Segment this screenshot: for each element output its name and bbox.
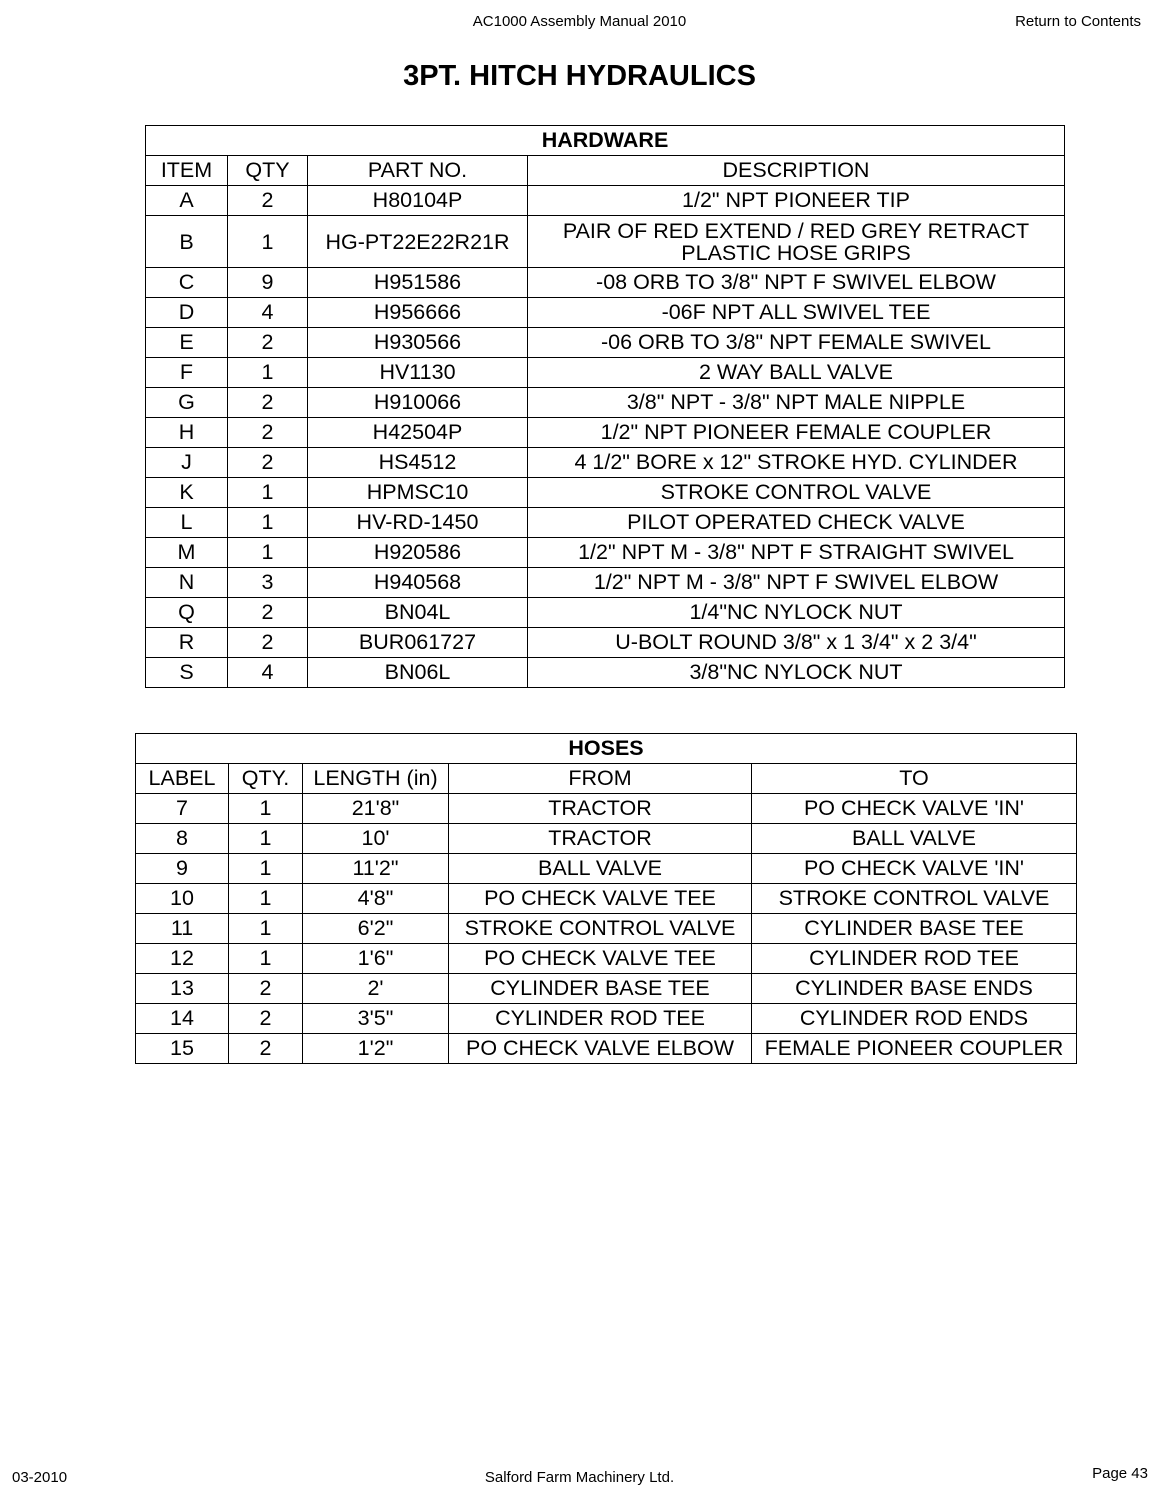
item-cell: S xyxy=(146,658,228,688)
label-cell: 11 xyxy=(136,914,229,944)
table-row xyxy=(146,186,1065,216)
manual-title: AC1000 Assembly Manual 2010 xyxy=(472,13,687,30)
label-cell: 7 xyxy=(136,794,229,824)
description-cell: 1/2" NPT PIONEER FEMALE COUPLER xyxy=(528,418,1065,448)
part-no-cell: H920586 xyxy=(308,538,528,568)
label-cell: 13 xyxy=(136,974,229,1004)
label-cell: 8 xyxy=(136,824,229,854)
table-row xyxy=(146,268,1065,298)
item-cell: L xyxy=(146,508,228,538)
part-no-cell: H951586 xyxy=(308,268,528,298)
footer-company: Salford Farm Machinery Ltd. xyxy=(484,1469,675,1486)
item-cell: C xyxy=(146,268,228,298)
item-cell: B xyxy=(146,216,228,268)
hoses-table-caption: HOSES xyxy=(136,734,1077,764)
from-cell: TRACTOR xyxy=(449,794,752,824)
to-cell: STROKE CONTROL VALVE xyxy=(752,884,1077,914)
column-header-length: LENGTH (in) xyxy=(303,764,449,794)
item-cell: N xyxy=(146,568,228,598)
table-row xyxy=(136,794,1077,824)
table-row xyxy=(146,598,1065,628)
description-cell: U-BOLT ROUND 3/8" x 1 3/4" x 2 3/4" xyxy=(528,628,1065,658)
from-cell: PO CHECK VALVE TEE xyxy=(449,944,752,974)
table-row xyxy=(146,388,1065,418)
column-header-qty: QTY. xyxy=(229,764,303,794)
qty-cell: 2 xyxy=(228,628,308,658)
to-cell: CYLINDER BASE ENDS xyxy=(752,974,1077,1004)
part-no-cell: HV1130 xyxy=(308,358,528,388)
description-cell: 4 1/2" BORE x 12" STROKE HYD. CYLINDER xyxy=(528,448,1065,478)
description-cell: 1/2" NPT M - 3/8" NPT F SWIVEL ELBOW xyxy=(528,568,1065,598)
qty-cell: 1 xyxy=(228,478,308,508)
table-row xyxy=(146,358,1065,388)
table-row xyxy=(136,1034,1077,1064)
to-cell: CYLINDER BASE TEE xyxy=(752,914,1077,944)
hardware-table xyxy=(145,125,1065,688)
qty-cell: 2 xyxy=(229,974,303,1004)
item-cell: K xyxy=(146,478,228,508)
qty-cell: 4 xyxy=(228,298,308,328)
table-row xyxy=(146,298,1065,328)
table-row xyxy=(146,568,1065,598)
qty-cell: 2 xyxy=(228,418,308,448)
item-cell: G xyxy=(146,388,228,418)
from-cell: PO CHECK VALVE ELBOW xyxy=(449,1034,752,1064)
column-header-item: ITEM xyxy=(146,156,228,186)
item-cell: A xyxy=(146,186,228,216)
qty-cell: 1 xyxy=(229,914,303,944)
part-no-cell: H910066 xyxy=(308,388,528,418)
from-cell: PO CHECK VALVE TEE xyxy=(449,884,752,914)
description-cell: -06 ORB TO 3/8" NPT FEMALE SWIVEL xyxy=(528,328,1065,358)
table-row xyxy=(146,508,1065,538)
table-row xyxy=(136,884,1077,914)
item-cell: H xyxy=(146,418,228,448)
table-row xyxy=(146,628,1065,658)
description-line-1: PAIR OF RED EXTEND / RED GREY RETRACT xyxy=(562,218,1030,243)
table-row xyxy=(146,658,1065,688)
column-header-part-no: PART NO. xyxy=(308,156,528,186)
to-cell: BALL VALVE xyxy=(752,824,1077,854)
qty-cell: 1 xyxy=(229,884,303,914)
description-cell: 2 WAY BALL VALVE xyxy=(528,358,1065,388)
column-header-to: TO xyxy=(752,764,1077,794)
part-no-cell: BUR061727 xyxy=(308,628,528,658)
to-cell: PO CHECK VALVE 'IN' xyxy=(752,794,1077,824)
qty-cell: 2 xyxy=(228,186,308,216)
qty-cell: 4 xyxy=(228,658,308,688)
qty-cell: 2 xyxy=(229,1004,303,1034)
part-no-cell: H940568 xyxy=(308,568,528,598)
qty-cell: 1 xyxy=(229,854,303,884)
qty-cell: 2 xyxy=(228,388,308,418)
part-no-cell: H930566 xyxy=(308,328,528,358)
part-no-cell: BN06L xyxy=(308,658,528,688)
column-header-from: FROM xyxy=(449,764,752,794)
description-cell: STROKE CONTROL VALVE xyxy=(528,478,1065,508)
qty-cell: 2 xyxy=(228,448,308,478)
table-row xyxy=(146,418,1065,448)
return-to-contents-link[interactable]: Return to Contents xyxy=(1015,13,1141,30)
qty-cell: 1 xyxy=(228,508,308,538)
item-cell: F xyxy=(146,358,228,388)
table-row xyxy=(136,854,1077,884)
length-cell: 6'2" xyxy=(303,914,449,944)
to-cell: CYLINDER ROD ENDS xyxy=(752,1004,1077,1034)
qty-cell: 1 xyxy=(229,794,303,824)
part-no-cell: HPMSC10 xyxy=(308,478,528,508)
item-cell: J xyxy=(146,448,228,478)
table-row xyxy=(136,914,1077,944)
item-cell: D xyxy=(146,298,228,328)
length-cell: 11'2" xyxy=(303,854,449,884)
column-header-description: DESCRIPTION xyxy=(528,156,1065,186)
description-line-2: PLASTIC HOSE GRIPS xyxy=(681,240,911,265)
from-cell: TRACTOR xyxy=(449,824,752,854)
label-cell: 14 xyxy=(136,1004,229,1034)
table-row xyxy=(136,824,1077,854)
table-row xyxy=(146,448,1065,478)
from-cell: BALL VALVE xyxy=(449,854,752,884)
item-cell: Q xyxy=(146,598,228,628)
description-cell: -06F NPT ALL SWIVEL TEE xyxy=(528,298,1065,328)
part-no-cell: HV-RD-1450 xyxy=(308,508,528,538)
page-number: Page 43 xyxy=(1092,1465,1148,1482)
to-cell: CYLINDER ROD TEE xyxy=(752,944,1077,974)
table-row xyxy=(136,1004,1077,1034)
table-row xyxy=(146,538,1065,568)
to-cell: PO CHECK VALVE 'IN' xyxy=(752,854,1077,884)
description-cell: 1/2" NPT PIONEER TIP xyxy=(528,186,1065,216)
from-cell: STROKE CONTROL VALVE xyxy=(449,914,752,944)
item-cell: M xyxy=(146,538,228,568)
qty-cell: 2 xyxy=(228,328,308,358)
item-cell: E xyxy=(146,328,228,358)
qty-cell: 9 xyxy=(228,268,308,298)
qty-cell: 2 xyxy=(228,598,308,628)
qty-cell: 1 xyxy=(228,216,308,268)
column-header-qty: QTY xyxy=(228,156,308,186)
label-cell: 12 xyxy=(136,944,229,974)
length-cell: 4'8" xyxy=(303,884,449,914)
length-cell: 10' xyxy=(303,824,449,854)
column-header-label: LABEL xyxy=(136,764,229,794)
length-cell: 1'6" xyxy=(303,944,449,974)
qty-cell: 1 xyxy=(228,538,308,568)
length-cell: 21'8" xyxy=(303,794,449,824)
part-no-cell: HG-PT22E22R21R xyxy=(308,216,528,268)
length-cell: 3'5" xyxy=(303,1004,449,1034)
description-cell: 3/8"NC NYLOCK NUT xyxy=(528,658,1065,688)
qty-cell: 1 xyxy=(228,358,308,388)
description-cell: 1/2" NPT M - 3/8" NPT F STRAIGHT SWIVEL xyxy=(528,538,1065,568)
qty-cell: 2 xyxy=(229,1034,303,1064)
description-cell: 3/8" NPT - 3/8" NPT MALE NIPPLE xyxy=(528,388,1065,418)
table-row xyxy=(146,328,1065,358)
part-no-cell: H42504P xyxy=(308,418,528,448)
table-row xyxy=(146,478,1065,508)
hoses-table xyxy=(135,733,1077,1064)
label-cell: 9 xyxy=(136,854,229,884)
description-cell: PILOT OPERATED CHECK VALVE xyxy=(528,508,1065,538)
description-cell xyxy=(528,216,1065,268)
from-cell: CYLINDER ROD TEE xyxy=(449,1004,752,1034)
part-no-cell: H956666 xyxy=(308,298,528,328)
table-row xyxy=(136,944,1077,974)
to-cell: FEMALE PIONEER COUPLER xyxy=(752,1034,1077,1064)
part-no-cell: BN04L xyxy=(308,598,528,628)
footer-date: 03-2010 xyxy=(12,1469,68,1486)
label-cell: 10 xyxy=(136,884,229,914)
qty-cell: 1 xyxy=(229,944,303,974)
description-cell: 1/4"NC NYLOCK NUT xyxy=(528,598,1065,628)
label-cell: 15 xyxy=(136,1034,229,1064)
length-cell: 1'2" xyxy=(303,1034,449,1064)
table-row xyxy=(136,974,1077,1004)
from-cell: CYLINDER BASE TEE xyxy=(449,974,752,1004)
qty-cell: 1 xyxy=(229,824,303,854)
qty-cell: 3 xyxy=(228,568,308,598)
description-cell: -08 ORB TO 3/8" NPT F SWIVEL ELBOW xyxy=(528,268,1065,298)
length-cell: 2' xyxy=(303,974,449,1004)
part-no-cell: H80104P xyxy=(308,186,528,216)
page-title: 3PT. HITCH HYDRAULICS xyxy=(403,60,756,92)
hardware-table-caption: HARDWARE xyxy=(146,126,1065,156)
table-row xyxy=(146,216,1065,268)
item-cell: R xyxy=(146,628,228,658)
part-no-cell: HS4512 xyxy=(308,448,528,478)
